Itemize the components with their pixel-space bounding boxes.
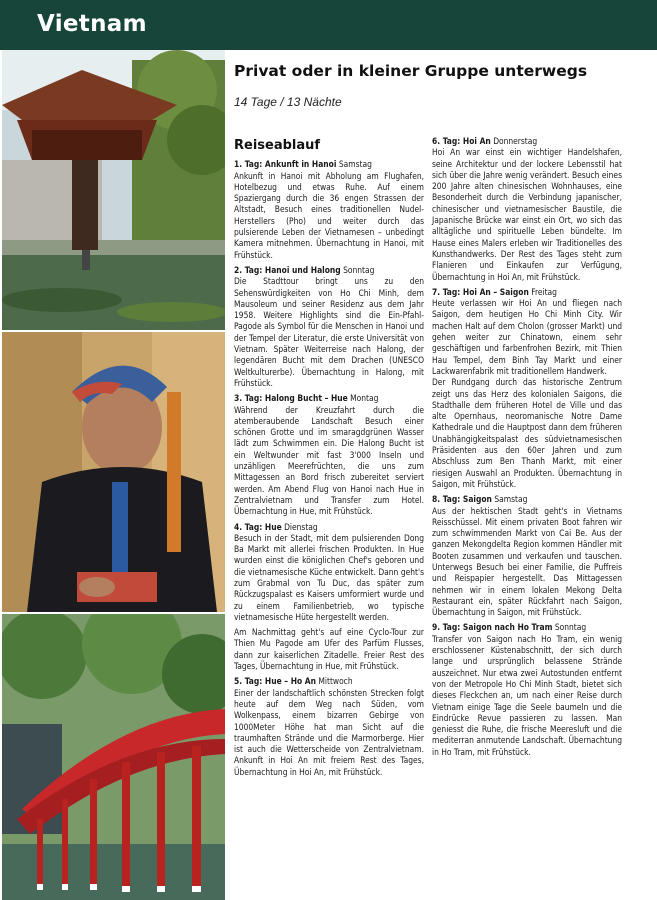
day-title: 4. Tag: Hue bbox=[234, 521, 282, 532]
day-weekday: Montag bbox=[350, 393, 379, 404]
day-text: Am Nachmittag geht's auf eine Cyclo-Tour zur Thien Mu Pagode am Ufer des Parfüm Flusses, dann zur kaiserlichen Zitadelle. Freier Rest des Tages, Übernachtung in Hue, mit Frühstück. bbox=[234, 627, 424, 672]
day-title: 7. Tag: Hoi An – Saigon bbox=[432, 286, 529, 297]
day-7 bbox=[432, 287, 622, 490]
day-4 bbox=[234, 522, 424, 673]
day-text: Ankunft in Hanoi mit Abholung am Flughafen, Hotelbezug und etwas Ruhe. Auf einem Spaziergang durch die 36 engen Strassen der Altstadt, Besuch eines traditionellen Nudel-Herstellers (Pho) und weiter durch das pulsierende Leben der Vietnamesen – unbedingt Kamera mitnehmen. Übernachtung in Hanoi, mit Frühstück. bbox=[234, 170, 424, 260]
portrait-photo bbox=[2, 332, 225, 612]
day-title: 2. Tag: Hanoi und Halong bbox=[234, 264, 341, 275]
day-9 bbox=[432, 622, 622, 758]
day-title: 1. Tag: Ankunft in Hanoi bbox=[234, 159, 337, 170]
trip-duration: 14 Tage / 13 Nächte bbox=[234, 95, 342, 109]
day-1 bbox=[234, 159, 424, 261]
day-8 bbox=[432, 494, 622, 618]
day-text: Hoi An war einst ein wichtiger Handelshafen, seine Architektur und der lockere Lebensstil hat sich über die Jahre wenig verändert. Besuch eines 200 Jahre alten chinesischen Wohnhauses, eine Besonderheit durch die Verbindung japanischer, chinesischer und vietnamesischer Baustile, die Japanische Brücke war einst ein Ort, wo sich das alltägliche und spirituelle Leben bündelte. Im Hause eines Malers erleben wir Traditionelles des Kunsthandwerks. Der Rest des Tages steht zum Flanieren und Einkaufen zur Verfügung, Übernachtung in Hoi An, mit Frühstück. bbox=[432, 147, 622, 282]
day-weekday: Freitag bbox=[531, 286, 557, 297]
day-title: 3. Tag: Halong Bucht – Hue bbox=[234, 393, 348, 404]
day-text: Heute verlassen wir Hoi An und fliegen nach Saigon, dem heutigen Ho Chi Minh City. Wir machen Halt auf dem Cholon (grosser Markt) und gehen weiter zur Chinatown, einem sehr geschäftigen und farbenfrohen Bezirk, mit Thien Hau Tempel, dem Binh Tay Markt und einer Lackwarenfabrik mit traditionellem Handwerk. bbox=[432, 298, 622, 376]
day-weekday: Sonntag bbox=[343, 264, 375, 275]
page-header bbox=[0, 0, 657, 50]
itinerary-heading: Reiseablauf bbox=[234, 138, 321, 153]
day-weekday: Donnerstag bbox=[493, 136, 538, 146]
day-title: 9. Tag: Saigon nach Ho Tram bbox=[432, 622, 553, 633]
day-title: 8. Tag: Saigon bbox=[432, 494, 492, 505]
day-weekday: Samstag bbox=[338, 159, 372, 170]
day-text: Besuch in der Stadt, mit dem pulsierenden Dong Ba Markt mit allerlei frischen Produkten. In Hue wurden einst die königlichen Chef's geboren und die vietnamesische Küche entwickelt. Dann geht's zum Grabmal von Tu Duc, das später zum Rückzugspalast es Kaisers umformiert wurde und zu einem Familienbetrieb, wo typische vietnamesische Hüte hergestellt werden. bbox=[234, 532, 424, 622]
day-text: Transfer von Saigon nach Ho Tram, ein wenig erschlossener Küstenabschnitt, der sich durch lange und ursprünglich belassene Strände auszeichnet. Nur etwa zwei Autostunden entfernt von der Metropole Ho Chi Minh Stadt, bietet sich dieses Fleckchen an, um nach einer Reise durch Vietnam einige Tage die Seele baumeln und die Eindrücke Revue passieren zu lassen. Man geniesst die Ruhe, die frische Meeresluft und die mediterran anmutende Landschaft. Übernachtung in Ho Tram, mit Frühstück. bbox=[432, 633, 622, 757]
day-5 bbox=[234, 676, 424, 778]
day-3 bbox=[234, 393, 424, 517]
day-text: Einer der landschaftlich schönsten Strecken folgt heute auf dem Weg nach Süden, vom Wolkenpass, einem bizarren Gebirge von 1000Meter Höhe hat man Sicht auf die traumhaften Strände und die Marmorberge. Hier ist auch die Wetterscheide von Zentralvietnam. Ankunft in Hoi An mit freiem Rest des Tages, Übernachtung in Hoi An, mit Frühstück. bbox=[234, 687, 424, 777]
photo-column bbox=[2, 50, 225, 900]
day-title: 6. Tag: Hoi An bbox=[432, 136, 491, 146]
day-text: Die Stadttour bringt uns zu den Sehenswürdigkeiten von Ho Chi Minh, dem Mausoleum und seiner Residenz aus dem Jahr 1958. Weitere Highlights sind die Ein-Pfahl-Pagode als Symbol für die Menschen in Hanoi und der Tempel der Literatur, die erste Universität von Vietnam. Später Weiterreise nach Halong, der legendären Bucht mit dem Drachen (UNESCO Weltkulturerbe). Übernachtung in Halong, mit Frühstück. bbox=[234, 276, 424, 388]
day-text: Aus der hektischen Stadt geht's in Vietnams Reisschüssel. Mit einem privaten Boot fahren wir zum schwimmenden Markt von Cai Be. Aus der ganzen Mekongdelta Region kommen Händler mit Booten zusammen und verkaufen und tauschen. Unterwegs Besuch bei einer Familie, die Puffreis und Reispapier hergestellt. Das Mittagessen nehmen wir in einem lokalen Mekong Delta Restaurant ein, später Rückfahrt nach Saigon, Übernachtung in Saigon, mit Frühstück. bbox=[432, 505, 622, 618]
day-weekday: Samstag bbox=[494, 494, 528, 505]
day-weekday: Dienstag bbox=[284, 521, 318, 532]
bridge-photo bbox=[2, 614, 225, 900]
day-weekday: Sonntag bbox=[554, 622, 587, 633]
itinerary-column-1 bbox=[234, 140, 424, 782]
day-2 bbox=[234, 265, 424, 389]
day-title: 5. Tag: Hue – Ho An bbox=[234, 676, 316, 687]
trip-title: Privat oder in kleiner Gruppe unterwegs bbox=[234, 62, 588, 80]
day-weekday: Mittwoch bbox=[318, 676, 353, 687]
page-title: Vietnam bbox=[37, 11, 147, 37]
pagoda-photo bbox=[2, 50, 225, 330]
itinerary-column-2 bbox=[432, 136, 622, 762]
day-text: Der Rundgang durch das historische Zentrum zeigt uns das Herz des kolonialen Saigons, die Stadthalle dem früheren Hotel de Ville und das alte Opernhaus, neoromanische Notre Dame Kathedrale und die Hauptpost dann dem früheren Unabhängigkeitspalast des südvietnamesischen Präsidenten aus den 60er Jahren und zum Abschluss zum Ben Thanh Markt, mit einer riesigen Auswahl an Produkten. Übernachtung in Saigon, mit Frühstück. bbox=[432, 377, 622, 489]
day-text: Während der Kreuzfahrt durch die atemberaubende Landschaft Besuch einer schönen Grotte und im smaragdgrünen Wasser lädt zum Schwimmen ein. Die Halong Bucht ist ein Weltwunder mit fast 3'000 Inseln und unzähligen Meerefrüchten, die uns zum Mittagessen an Bord frisch zubereitet serviert werden. Am Abend Flug von Hanoi nach Hue in Zentralvietnam und Transfer zum Hotel. Übernachtung in Hue, mit Frühstück. bbox=[234, 404, 424, 517]
day-6 bbox=[432, 136, 622, 283]
